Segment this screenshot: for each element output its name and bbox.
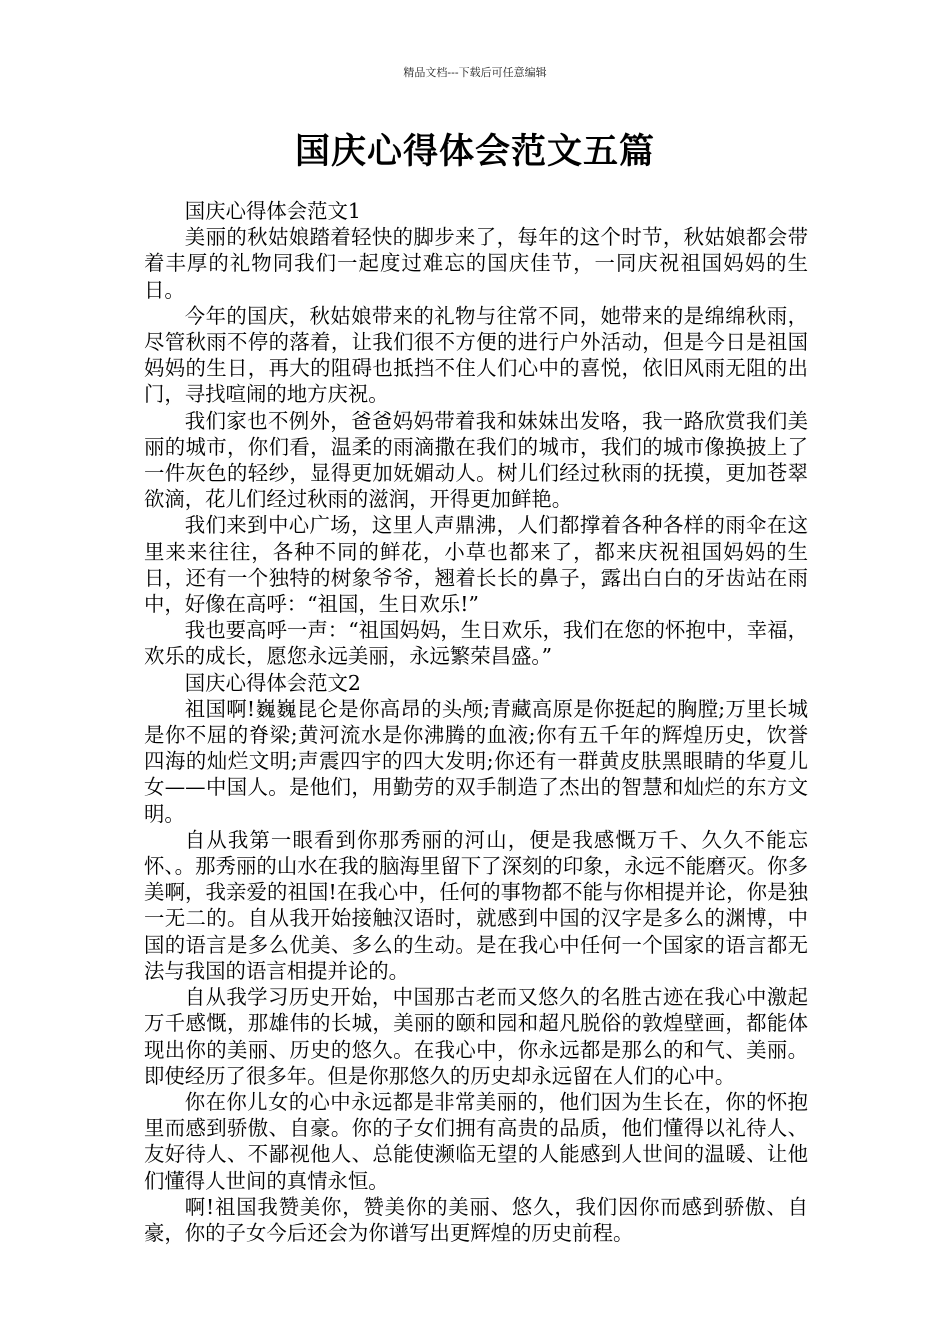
document-title: 国庆心得体会范文五篇 bbox=[294, 132, 655, 172]
paragraph: 我们来到中心广场，这里人声鼎沸，人们都撑着各种各样的雨伞在这里来来往往，各种不同的鲜花，小草也都来了，都来庆祝祖国妈妈的生日，还有一个独特的树象爷爷，翘着长长的鼻子，露出白白的牙齿站在雨中，好像在高呼：“祖国，生日欢乐!” bbox=[144, 513, 808, 617]
section-heading-1: 国庆心得体会范文1 bbox=[184, 199, 361, 223]
document-body bbox=[144, 198, 808, 1246]
paragraph: 自从我学习历史开始，中国那古老而又悠久的名胜古迹在我心中激起万千感慨，那雄伟的长城，美丽的颐和园和超凡脱俗的敦煌壁画，都能体现出你的美丽、历史的悠久。在我心中，你永远都是那么的和气、美丽。即使经历了很多年。但是你那悠久的历史却永远留在人们的心中。 bbox=[144, 985, 808, 1088]
paragraph: 我也要高呼一声：“祖国妈妈，生日欢乐，我们在您的怀抱中，幸福，欢乐的成长，愿您永远美丽，永远繁荣昌盛。” bbox=[144, 618, 808, 669]
header-note: 精品文档---下载后可任意编辑 bbox=[403, 66, 547, 79]
paragraph: 祖国啊!巍巍昆仑是你高昂的头颅;青藏高原是你挺起的胸膛;万里长城是你不屈的脊梁;黄河流水是你沸腾的血液;你有五千年的辉煌历史，饮誉四海的灿烂文明;声震四宇的四大发明;你还有一群黄皮肤黑眼睛的华夏儿女——中国人。是他们，用勤劳的双手制造了杰出的智慧和灿烂的东方文明。 bbox=[144, 696, 808, 826]
paragraph: 美丽的秋姑娘踏着轻快的脚步来了，每年的这个时节，秋姑娘都会带着丰厚的礼物同我们一起度过难忘的国庆佳节，一同庆祝祖国妈妈的生日。 bbox=[144, 225, 808, 302]
paragraph: 啊!祖国我赞美你，赞美你的美丽、悠久，我们因你而感到骄傲、自豪，你的子女今后还会为你谱写出更辉煌的历史前程。 bbox=[144, 1194, 808, 1245]
paragraph: 自从我第一眼看到你那秀丽的河山，便是我感慨万千、久久不能忘怀、。那秀丽的山水在我的脑海里留下了深刻的印象，永远不能磨灭。你多美啊，我亲爱的祖国!在我心中，任何的事物都不能与你相提并论，你是独一无二的。自从我开始接触汉语时，就感到中国的汉字是多么的渊博，中国的语言是多么优美、多么的生动。是在我心中任何一个国家的语言都无法与我国的语言相提并论的。 bbox=[144, 827, 808, 983]
paragraph: 你在你儿女的心中永远都是非常美丽的，他们因为生长在，你的怀抱里而感到骄傲、自豪。你的子女们拥有高贵的品质，他们懂得以礼待人、友好待人、不鄙视他人、总能使濒临无望的人能感到人世间的温暖、让他们懂得人世间的真情永恒。 bbox=[144, 1089, 808, 1193]
section-heading-2: 国庆心得体会范文2 bbox=[184, 670, 361, 695]
paragraph: 今年的国庆，秋姑娘带来的礼物与往常不同，她带来的是绵绵秋雨，尽管秋雨不停的落着，让我们很不方便的进行户外活动，但是今日是祖国妈妈的生日，再大的阻碍也抵挡不住人们心中的喜悦，依旧风雨无阻的出门，寻找喧闹的地方庆祝。 bbox=[144, 303, 808, 407]
paragraph: 我们家也不例外，爸爸妈妈带着我和妹妹出发咯，我一路欣赏我们美丽的城市，你们看，温柔的雨滴撒在我们的城市，我们的城市像换披上了一件灰色的轻纱，显得更加妩媚动人。树儿们经过秋雨的抚摸，更加苍翠欲滴，花儿们经过秋雨的滋润，开得更加鲜艳。 bbox=[144, 408, 808, 512]
